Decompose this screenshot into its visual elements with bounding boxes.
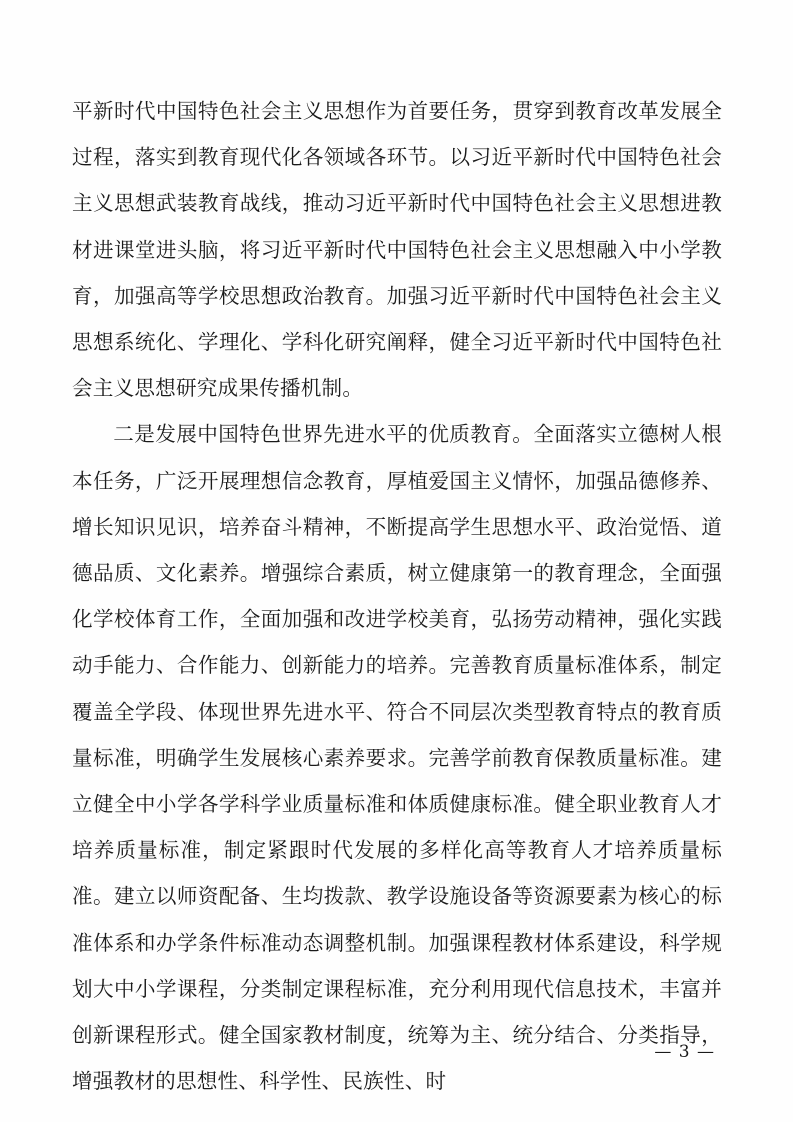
paragraph-2: 二是发展中国特色世界先进水平的优质教育。全面落实立德树人根本任务，广泛开展理想信念教育，厚植爱国主义情怀，加强品德修养、增长知识见识，培养奋斗精神，不断提高学生思想水平、政治觉悟、道德品质、文化素养。增强综合素质，树立健康第一的教育理念，全面强化学校体育工作，全面加强和改进学校美育，弘扬劳动精神，强化实践动手能力、合作能力、创新能力的培养。完善教育质量标准体系，制定覆盖全学段、体现世界先进水平、符合不同层次类型教育特点的教育质量标准，明确学生发展核心素养要求。完善学前教育保教质量标准。建立健全中小学各学科学业质量标准和体质健康标准。健全职业教育人才培养质量标准，制定紧跟时代发展的多样化高等教育人才培养质量标准。建立以师资配备、生均拨款、教学设施设备等资源要素为核心的标准体系和办学条件标准动态调整机制。加强课程教材体系建设，科学规划大中小学课程，分类制定课程标准，充分利用现代信息技术，丰富并创新课程形式。健全国家教材制度，统筹为主、统分结合、分类指导，增强教材的思想性、科学性、民族性、时 (72, 422, 722, 1094)
paragraph-1: 平新时代中国特色社会主义思想作为首要任务，贯穿到教育改革发展全过程，落实到教育现代化各领域各环节。以习近平新时代中国特色社会主义思想武装教育战线，推动习近平新时代中国特色社会主义思想进教材进课堂进头脑，将习近平新时代中国特色社会主义思想融入中小学教育，加强高等学校思想政治教育。加强习近平新时代中国特色社会主义思想系统化、学理化、学科化研究阐释，健全习近平新时代中国特色社会主义思想研究成果传播机制。 (72, 99, 722, 401)
page-number: — 3 — (654, 1042, 715, 1062)
page-footer (0, 1042, 793, 1062)
document-body (72, 88, 722, 1104)
